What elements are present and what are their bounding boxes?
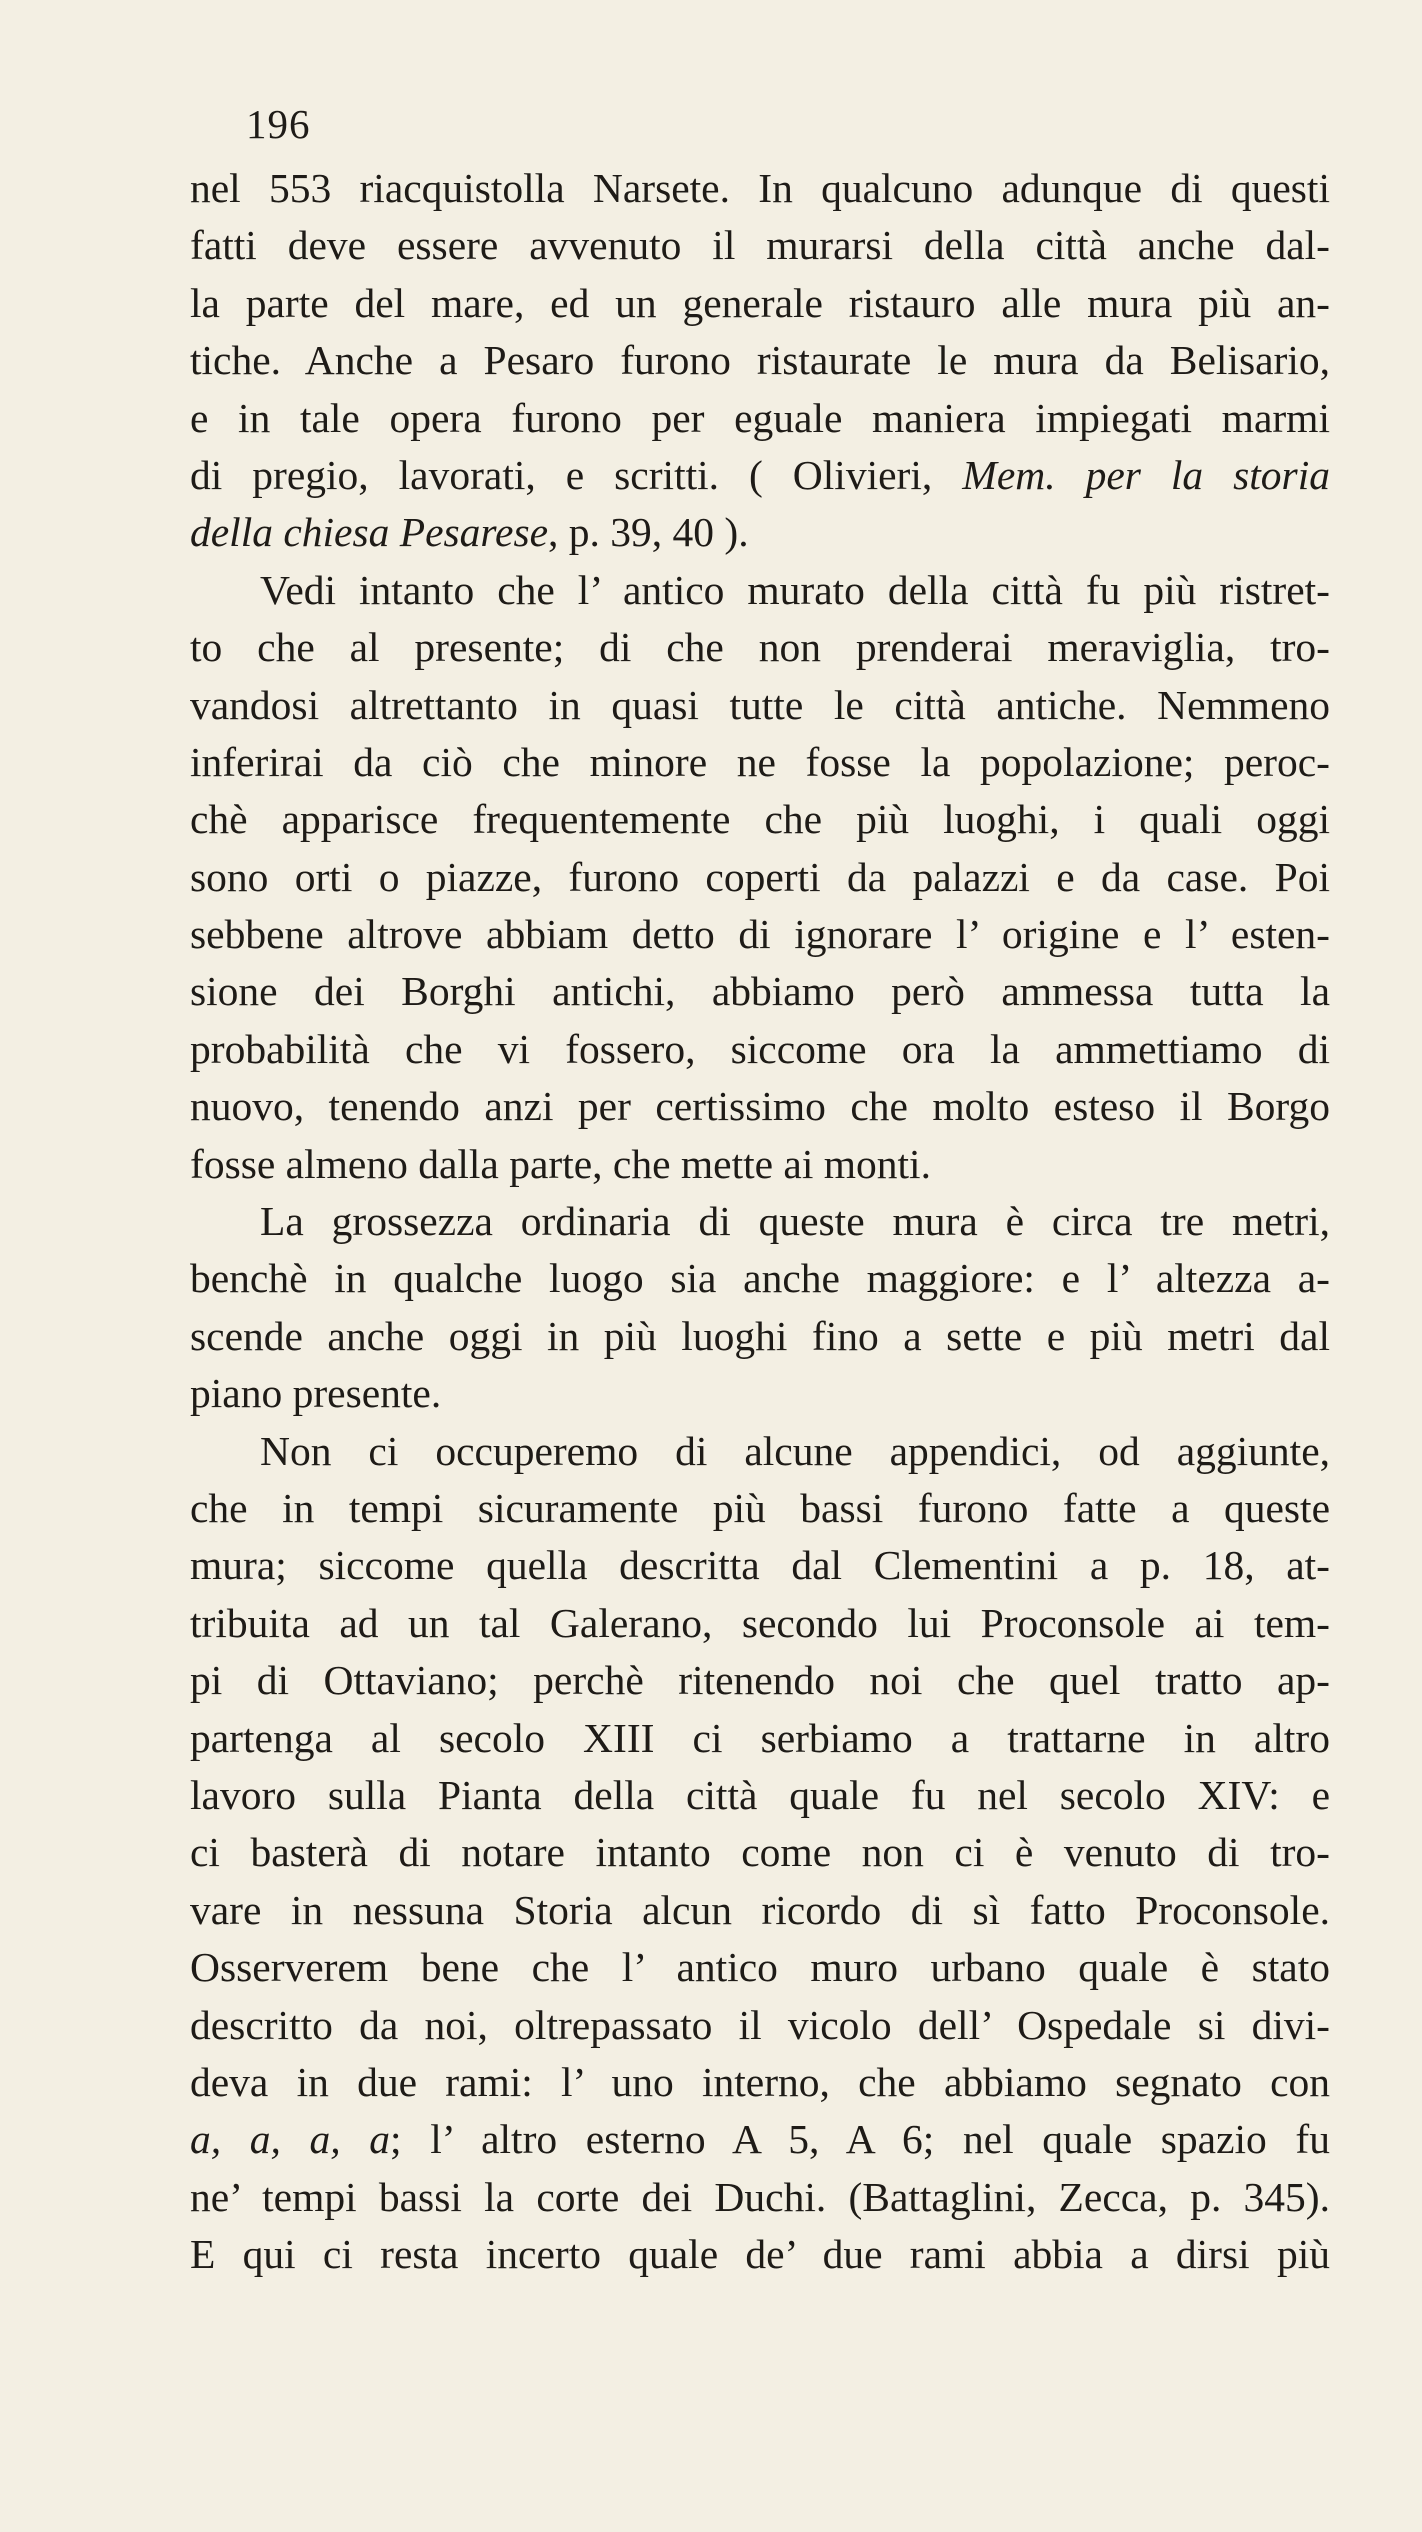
text-line: vare in nessuna Storia alcun ricordo di sì fatto Proconsole. <box>190 1886 1330 1933</box>
text-line: benchè in qualche luogo sia anche maggiore: e l’ altezza a- <box>190 1255 1330 1302</box>
text-line: Vedi intanto che l’ antico murato della città fu più ristret- <box>260 566 1330 613</box>
text-line: Non ci occuperemo di alcune appendici, od aggiunte, <box>260 1427 1330 1474</box>
text-line: to che al presente; di che non prenderai meraviglia, tro- <box>190 624 1330 671</box>
text-line: inferirai da ciò che minore ne fosse la popolazione; peroc- <box>190 738 1330 785</box>
text-line: piano presente. <box>190 1370 442 1417</box>
text-line: sione dei Borghi antichi, abbiamo però ammessa tutta la <box>190 968 1330 1015</box>
page-number: 196 <box>246 101 311 147</box>
text-line: probabilità che vi fossero, siccome ora la ammettiamo di <box>190 1025 1330 1072</box>
italic-citation: Mem. per la storia <box>962 451 1330 498</box>
text-line <box>190 2111 1330 2168</box>
text-line: partenga al secolo XIII ci serbiamo a trattarne in altro <box>190 1714 1330 1761</box>
text-line: fatti deve essere avvenuto il murarsi della città anche dal- <box>190 222 1330 269</box>
text-line: pi di Ottaviano; perchè ritenendo noi che quel tratto ap- <box>190 1657 1330 1704</box>
text-line: e in tale opera furono per eguale maniera impiegati marmi <box>190 394 1330 441</box>
text-line: vandosi altrettanto in quasi tutte le città antiche. Nemmeno <box>190 681 1330 728</box>
text-line: sono orti o piazze, furono coperti da palazzi e da case. Poi <box>190 853 1330 900</box>
text-line: nuovo, tenendo anzi per certissimo che molto esteso il Borgo <box>190 1083 1330 1130</box>
text-segment: , p. 39, 40 ). <box>548 509 749 556</box>
text-line: che in tempi sicuramente più bassi furono fatte a queste <box>190 1484 1330 1531</box>
text-line: Osserverem bene che l’ antico muro urbano quale è stato <box>190 1944 1330 1991</box>
text-line: lavoro sulla Pianta della città quale fu nel secolo XIV: e <box>190 1771 1330 1818</box>
text-line: descritto da noi, oltrepassato il vicolo dell’ Ospedale si divi- <box>190 2001 1330 2048</box>
italic-citation: a, a, a, a <box>190 2116 391 2163</box>
text-line: fosse almeno dalla parte, che mette ai monti. <box>190 1140 931 1187</box>
text-line: la parte del mare, ed un generale ristauro alle mura più an- <box>190 279 1330 326</box>
text-line: E qui ci resta incerto quale de’ due rami abbia a dirsi più <box>190 2231 1330 2278</box>
text-line: ne’ tempi bassi la corte dei Duchi. (Battaglini, Zecca, p. 345). <box>190 2173 1330 2220</box>
text-line: mura; siccome quella descritta dal Clementini a p. 18, at- <box>190 1542 1330 1589</box>
text-line: sebbene altrove abbiam detto di ignorare l’ origine e l’ esten- <box>190 911 1330 958</box>
text-line: La grossezza ordinaria di queste mura è circa tre metri, <box>260 1198 1330 1245</box>
text-line: ci basterà di notare intanto come non ci è venuto di tro- <box>190 1829 1330 1876</box>
italic-citation: della chiesa Pesarese <box>190 509 549 556</box>
body-text <box>190 160 1330 2283</box>
text-line: nel 553 riacquistolla Narsete. In qualcuno adunque di questi <box>190 165 1330 211</box>
text-line: deva in due rami: l’ uno interno, che abbiamo segnato con <box>190 2058 1330 2105</box>
text-line: tiche. Anche a Pesaro furono ristaurate le mura da Belisario, <box>190 337 1330 384</box>
text-line <box>190 504 1330 561</box>
text-segment: di pregio, lavorati, e scritti. ( Olivieri, <box>190 451 963 498</box>
text-line <box>190 447 1330 504</box>
text-line: chè apparisce frequentemente che più luoghi, i quali oggi <box>190 796 1330 843</box>
text-line: scende anche oggi in più luoghi fino a sette e più metri dal <box>190 1312 1330 1359</box>
text-line: tribuita ad un tal Galerano, secondo lui Proconsole ai tem- <box>190 1599 1330 1646</box>
text-segment: ; l’ altro esterno A 5, A 6; nel quale spazio fu <box>390 2116 1331 2163</box>
